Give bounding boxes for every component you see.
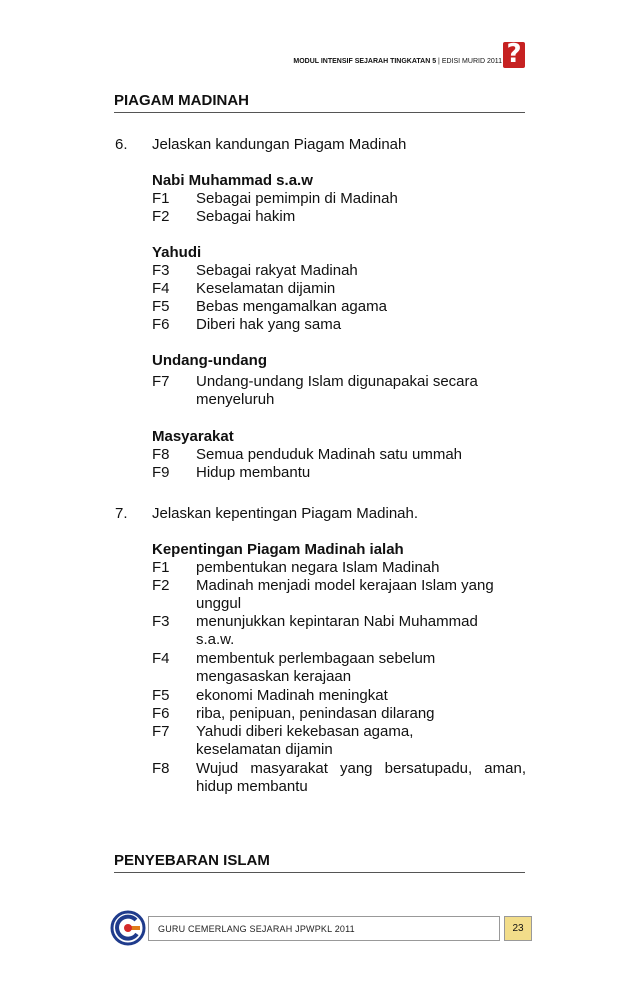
item-code: F5 [152,298,170,315]
question-number-7: 7. [115,505,128,522]
question-6-text: Jelaskan kandungan Piagam Madinah [152,136,407,153]
item-code: F8 [152,760,170,777]
group-title: Nabi Muhammad s.a.w [152,172,313,189]
item-text: Diberi hak yang sama [196,316,342,333]
header-title: MODUL INTENSIF SEJARAH TINGKATAN 5 [293,58,437,65]
item-text: menunjukkan kepintaran Nabi Muhammad s.a.w. [196,613,478,648]
item-text: Sebagai pemimpin di Madinah [196,190,398,207]
item-code: F3 [152,613,170,630]
item-code: F4 [152,650,170,667]
question-7-text: Jelaskan kepentingan Piagam Madinah. [152,505,419,522]
item-text: Bebas mengamalkan agama [196,298,387,315]
section-rule [114,872,525,873]
item-code: F6 [152,316,170,333]
item-code: F7 [152,373,170,390]
running-header [250,58,502,65]
item-text: Yahudi diberi kekebasan agama, keselamatan dijamin [196,723,414,758]
header-separator: | [436,58,442,65]
group-title: Yahudi [152,244,202,261]
item-code: F3 [152,262,170,279]
item-code: F1 [152,190,170,207]
group-title: Undang-undang [152,352,267,369]
item-code: F7 [152,723,170,740]
item-text: Sebagai hakim [196,208,296,225]
question-number-6: 6. [115,136,128,153]
item-code: F8 [152,446,170,463]
item-code: F2 [152,208,170,225]
item-text: Hidup membantu [196,464,311,481]
item-text: Wujud masyarakat yang bersatupadu, aman, hidup membantu [196,760,526,795]
group-title: Masyarakat [152,428,234,445]
item-text: Undang-undang Islam digunapakai secara menyeluruh [196,373,478,408]
item-code: F1 [152,559,170,576]
item-text: Semua penduduk Madinah satu ummah [196,446,463,463]
item-code: F6 [152,705,170,722]
item-text: Madinah menjadi model kerajaan Islam yang unggul [196,577,494,612]
footer-text: GURU CEMERLANG SEJARAH JPWPKL 2011 [158,924,355,934]
section-rule [114,112,525,113]
page-number: 23 [504,916,532,941]
item-text: ekonomi Madinah meningkat [196,687,388,704]
item-text: Sebagai rakyat Madinah [196,262,358,279]
group-title: Kepentingan Piagam Madinah ialah [152,541,404,558]
item-code: F9 [152,464,170,481]
item-code: F2 [152,577,170,594]
item-text: membentuk perlembagaan sebelum mengasaskan kerajaan [196,650,436,685]
item-code: F4 [152,280,170,297]
question-mark-icon [503,42,525,68]
jpwpkl-logo-icon [110,910,146,946]
item-text: pembentukan negara Islam Madinah [196,559,440,576]
section-title-penyebaran-islam: PENYEBARAN ISLAM [114,852,270,869]
section-title-piagam-madinah: PIAGAM MADINAH [114,92,249,109]
header-edition: EDISI MURID 2011 [441,58,502,65]
item-code: F5 [152,687,170,704]
item-text: riba, penipuan, penindasan dilarang [196,705,435,722]
item-text: Keselamatan dijamin [196,280,336,297]
